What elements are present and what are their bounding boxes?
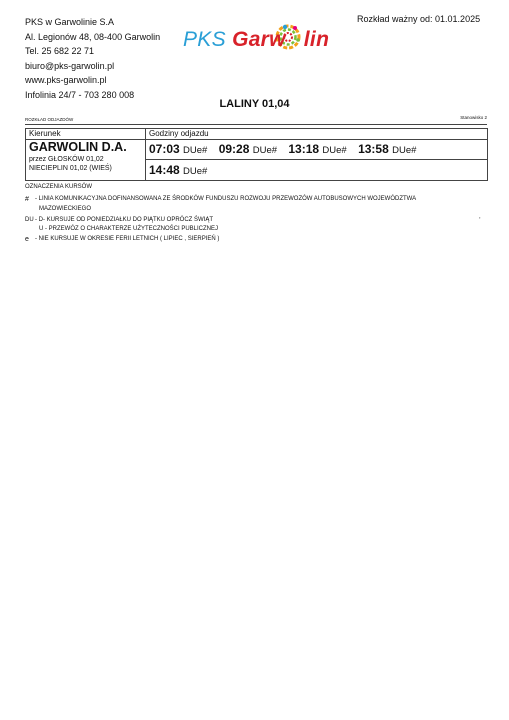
header-times: Godziny odjazdu (146, 129, 488, 140)
validity-date: Rozkład ważny od: 01.01.2025 (357, 14, 481, 24)
note-symbol-hash: # (25, 196, 29, 203)
departure-symbols: DUe# (392, 145, 417, 156)
divider (25, 124, 487, 125)
departure-time: 13:58 (358, 142, 389, 156)
departure-time: 09:28 (218, 142, 250, 156)
departure-symbols: DUe# (252, 145, 278, 156)
company-infoline: Infolinia 24/7 - 703 280 008 (25, 89, 135, 100)
notes-title: OZNACZENIA KURSÓW (25, 184, 93, 190)
stray-mark: , (479, 214, 481, 220)
stand-label: Stanowisko 2 (460, 115, 487, 120)
company-name: PKS w Garwolinie S.A (25, 17, 115, 27)
timetable-header (26, 129, 488, 140)
direction-cell (26, 140, 146, 181)
departure-time: 14:48 (149, 163, 180, 177)
company-email: biuro@pks-garwolin.pl (25, 60, 115, 71)
departure-times-row-2 (146, 160, 488, 181)
note-symbol-e: e (25, 236, 29, 243)
pks-garwolin-logo (183, 28, 329, 52)
note-du-line-1: - D- KURSUJE OD PONIEDZIAŁKU DO PIĄTKU OPRÓCZ ŚWIĄT (35, 217, 214, 223)
via-stop-1: przez GŁOSKÓW 01,02 (29, 156, 104, 163)
logo-pks-text: PKS (183, 28, 226, 51)
via-stop-2: NIECIEPLIN 01,02 (WIEŚ) (29, 165, 112, 172)
table-row (26, 140, 488, 160)
departure-time: 07:03 (149, 142, 180, 156)
stop-name: LALINY 01,04 (219, 98, 290, 110)
company-phone: Tel. 25 682 22 71 (25, 46, 95, 57)
timetable (25, 128, 488, 181)
header-direction: Kierunek (26, 129, 146, 140)
departure-symbols: DUe# (322, 145, 347, 156)
destination: GARWOLIN D.A. (29, 140, 127, 154)
schedule-label: ROZKŁAD ODJAZDÓW (25, 117, 74, 122)
note-symbol-du: DU (25, 217, 34, 223)
departure-symbols: DUe# (183, 145, 208, 156)
note-du-line-2: U - PRZEWÓZ O CHARAKTERZE UŻYTECZNOŚCI PUBLICZNEJ (39, 226, 219, 232)
logo-lin-text: lin (303, 28, 330, 51)
note-hash-line-2: MAZOWIECKIEGO (39, 206, 92, 212)
logo-garw-text: Garw (232, 28, 286, 51)
departure-symbols: DUe# (183, 166, 208, 177)
company-website: www.pks-garwolin.pl (25, 75, 107, 86)
note-e-line: - NIE KURSUJE W OKRESIE FERII LETNICH ( LIPIEC , SIERPIEŃ ) (35, 236, 220, 242)
company-info (25, 15, 160, 103)
departure-time: 13:18 (288, 142, 320, 156)
departure-times-row-1 (146, 140, 488, 160)
company-address: Al. Legionów 48, 08-400 Garwolin (25, 31, 161, 42)
note-hash-line-1: - LINIA KOMUNIKACYJNA DOFINANSOWANA ZE ŚRODKÓW FUNDUSZU ROZWOJU PRZEWOZÓW AUTOBUSOWYCH WOJEWÓDZTWA (35, 196, 417, 202)
